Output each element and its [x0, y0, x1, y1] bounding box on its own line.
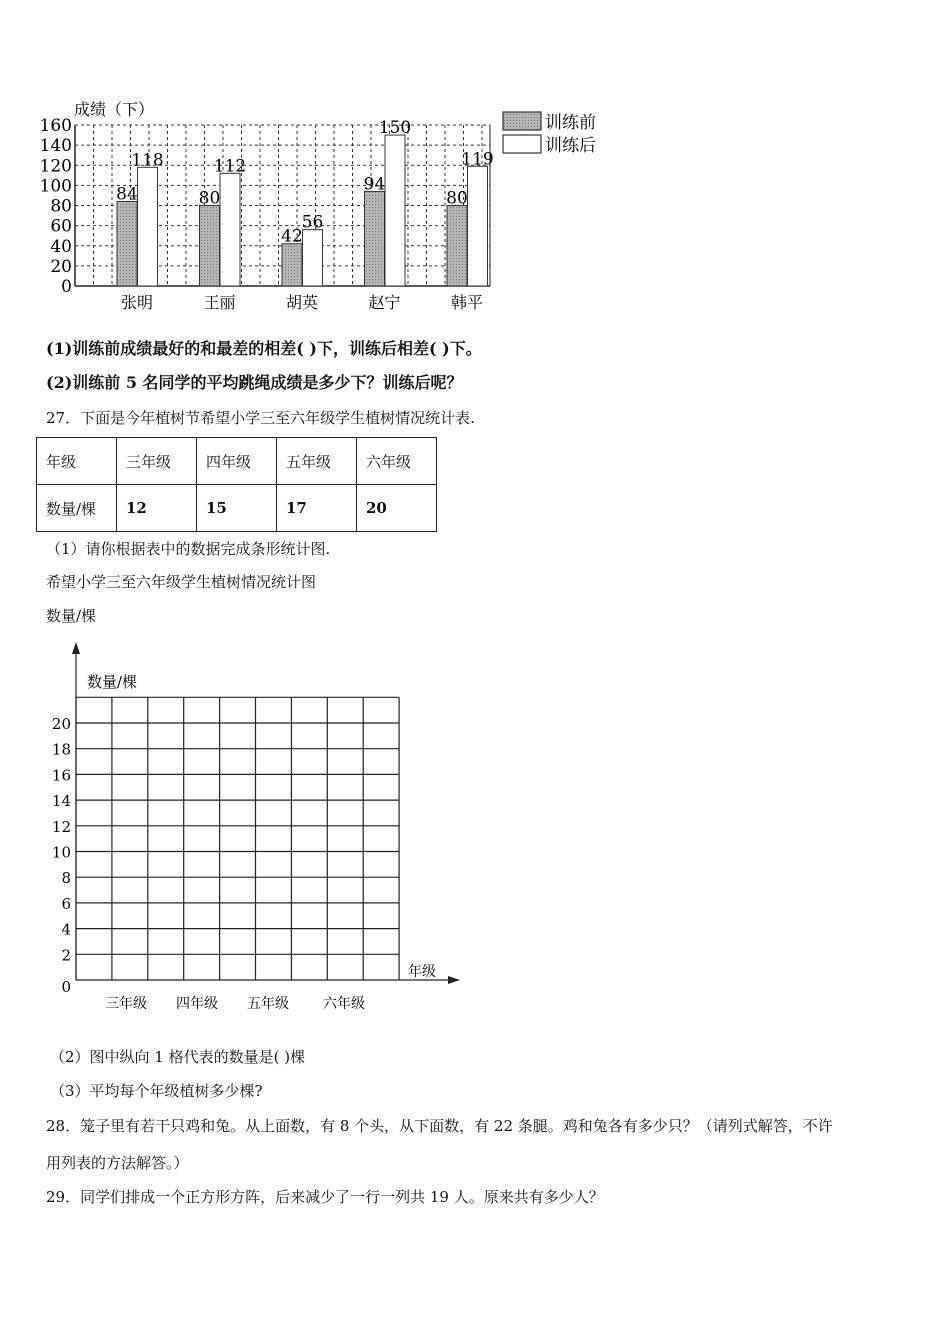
y-tick-label: 4: [61, 920, 71, 939]
table-cell: 四年级: [197, 438, 277, 485]
y-tick-label: 8: [61, 869, 71, 888]
q27-sub2: （2）图中纵向 1 格代表的数量是( )棵: [50, 1048, 306, 1066]
x-axis-arrow-icon: [448, 976, 460, 984]
q27-sub3: （3）平均每个年级植树多少棵?: [50, 1082, 263, 1100]
q28-line2: 用列表的方法解答。）: [46, 1154, 189, 1172]
y-tick-label: 16: [51, 766, 71, 785]
y-tick-label: 2: [61, 946, 71, 965]
table-row: [37, 485, 437, 532]
legend-swatch: [503, 135, 541, 153]
y-tick-label: 160: [39, 116, 72, 136]
table-cell: 年级: [37, 438, 117, 485]
table-cell: 17: [277, 485, 357, 532]
y-tick-label: 14: [51, 792, 71, 811]
bar-before: [447, 206, 467, 287]
legend-swatch: [503, 112, 541, 130]
y-tick-label: 18: [51, 740, 71, 759]
bar-after: [385, 135, 405, 286]
table-cell: 15: [197, 485, 277, 532]
y-axis-label: 成绩（下）: [74, 100, 155, 119]
x-axis-label: 年级: [408, 964, 436, 980]
bar-before: [282, 244, 302, 286]
y-tick-label: 100: [39, 176, 72, 197]
x-tick-label: 四年级: [176, 996, 218, 1012]
y-axis-arrow-icon: [72, 642, 80, 654]
x-tick-label: 韩平: [450, 293, 484, 312]
q29: 29．同学们排成一个正方形方阵，后来减少了一行一列共 19 人。原来共有多少人？: [46, 1188, 604, 1206]
q26-sub1: (1)训练前成绩最好的和最差的相差( )下，训练后相差( )下。: [46, 339, 482, 358]
data-label: 80: [198, 188, 221, 209]
table-cell: 六年级: [357, 438, 437, 485]
y-axis-label: 数量/棵: [87, 673, 138, 691]
q26-sub2: (2)训练前 5 名同学的平均跳绳成绩是多少下？训练后呢？: [46, 373, 463, 392]
y-tick-label: 10: [51, 843, 71, 862]
bar-after: [303, 230, 323, 286]
chart-title: 希望小学三至六年级学生植树情况统计图: [46, 573, 317, 591]
x-tick-label: 五年级: [247, 996, 289, 1012]
y-tick-label: 120: [39, 156, 72, 177]
x-tick-label: 胡英: [285, 293, 319, 312]
table-cell: 12: [117, 485, 197, 532]
legend-label: 训练前: [545, 113, 596, 133]
data-label: 112: [213, 156, 247, 177]
y-tick-label: 40: [50, 236, 72, 257]
x-tick-label: 赵宁: [368, 293, 401, 312]
table-cell: 数量/棵: [37, 485, 117, 532]
bar-after: [138, 167, 158, 286]
data-label: 80: [446, 188, 468, 209]
q27-sub1: （1）请你根据表中的数据完成条形统计图.: [46, 540, 331, 558]
blank-grid-chart: [0, 630, 480, 1030]
bar-after: [220, 173, 240, 286]
data-label: 119: [461, 149, 494, 170]
table-cell: 五年级: [277, 438, 357, 485]
y-tick-label: 20: [51, 715, 71, 733]
data-label: 42: [281, 226, 303, 247]
x-tick-label: 王丽: [203, 293, 236, 312]
legend-label: 训练后: [545, 136, 596, 156]
y-tick-label: 80: [50, 196, 72, 217]
x-tick-label: 三年级: [105, 996, 147, 1012]
y-tick-label: 6: [61, 894, 71, 913]
q28-line1: 28．笼子里有若干只鸡和兔。从上面数，有 8 个头，从下面数，有 22 条腿。鸡和兔各有多少只？（请列式解答，不许: [46, 1117, 833, 1135]
bar-before: [200, 206, 220, 287]
y-tick-label: 0: [61, 277, 72, 297]
y-tick-label: 140: [39, 136, 72, 157]
data-label: 56: [301, 212, 324, 233]
x-tick-label: 张明: [120, 293, 154, 312]
x-tick-label: 六年级: [323, 996, 365, 1012]
y-tick-label: 0: [61, 978, 71, 996]
table-cell: 三年级: [117, 438, 197, 485]
y-tick-label: 60: [50, 216, 72, 237]
chart-unit: 数量/棵: [46, 607, 97, 625]
tree-planting-table: [36, 437, 437, 532]
bar-after: [468, 166, 488, 286]
data-label: 84: [116, 184, 138, 205]
y-tick-label: 12: [51, 817, 71, 836]
q27-stem: 27．下面是今年植树节希望小学三至六年级学生植树情况统计表.: [46, 409, 475, 427]
data-label: 150: [378, 118, 412, 139]
data-label: 118: [131, 150, 164, 171]
y-tick-label: 20: [50, 256, 72, 277]
bar-before: [117, 201, 137, 286]
data-label: 94: [363, 174, 386, 195]
bar-before: [365, 191, 385, 286]
table-row-header: [37, 438, 437, 485]
training-score-bar-chart: [0, 90, 620, 320]
table-cell: 20: [357, 485, 437, 532]
